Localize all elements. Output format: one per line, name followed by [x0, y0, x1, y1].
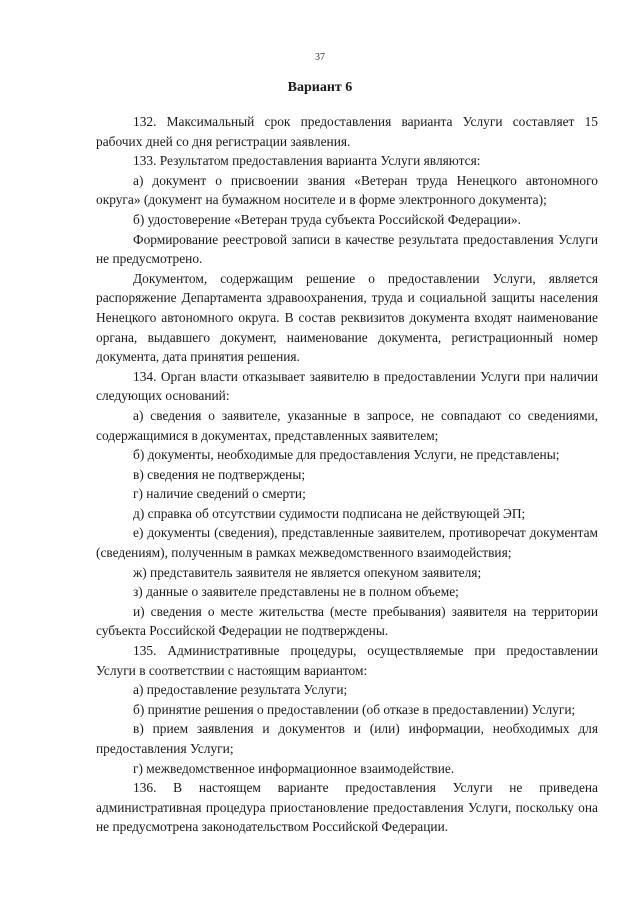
section-heading: Вариант 6	[287, 80, 353, 95]
paragraph-133: 133. Результатом предоставления варианта Услуги являются:	[133, 153, 481, 169]
page-number: 37	[315, 52, 325, 63]
list-item-134-z: з) данные о заявителе представлены не в полном объеме;	[133, 584, 459, 600]
list-item-134-b: б) документы, необходимые для предоставления Услуги, не представлены;	[133, 447, 560, 463]
list-item-134-d: д) справка об отсутствии судимости подписана не действующей ЭП;	[133, 505, 526, 521]
paragraph-registry-record: Формирование реестровой записи в качестве результата предоставления Услуги не предусмотрено.	[96, 231, 598, 267]
list-item-134-a: а) сведения о заявителе, указанные в запросе, не совпадают со сведениями, содержащимися в документах, представленных заявителем;	[96, 407, 598, 443]
list-item-134-i: и) сведения о месте жительства (месте пребывания) заявителя на территории субъекта Российской Федерации не подтверждены.	[96, 603, 598, 639]
paragraph-132: 132. Максимальный срок предоставления варианта Услуги составляет 15 рабочих дней со дня регистрации заявления.	[96, 114, 598, 149]
paragraph-134: 134. Орган власти отказывает заявителю в предоставлении Услуги при наличии следующих оснований:	[96, 368, 598, 404]
list-item-134-g: г) наличие сведений о смерти;	[133, 486, 306, 502]
document-body	[96, 112, 598, 837]
list-item-134-v: в) сведения не подтверждены;	[133, 466, 306, 482]
list-item-133-b: б) удостоверение «Ветеран труда субъекта Российской Федерации».	[133, 211, 521, 227]
list-item-135-b: б) принятие решения о предоставлении (об отказе в предоставлении) Услуги;	[133, 701, 576, 717]
list-item-135-g: г) межведомственное информационное взаимодействие.	[133, 760, 455, 776]
list-item-133-a: а) документ о присвоении звания «Ветеран труда Ненецкого автономного округа» (документ на бумажном носителе и в форме электронного документа);	[96, 172, 598, 208]
list-item-134-zh: ж) представитель заявителя не является опекуном заявителя;	[133, 564, 482, 580]
paragraph-decision-document: Документом, содержащим решение о предоставлении Услуги, является распоряжение Департамента здравоохранения, труда и социальной защиты населения Ненецкого автономного округа. В состав реквизитов документа входят наименование органа, выдавшего документ, наименование документа, регистрационный номер документа, дата принятия решения.	[96, 270, 598, 365]
paragraph-135: 135. Административные процедуры, осуществляемые при предоставлении Услуги в соответствии с настоящим вариантом:	[96, 643, 598, 678]
list-item-134-e: е) документы (сведения), представленные заявителем, противоречат документам (сведениям), полученным в рамках межведомственного взаимодействия;	[96, 525, 598, 561]
list-item-135-v: в) прием заявления и документов и (или) информации, необходимых для предоставления Услуги;	[96, 721, 598, 756]
paragraph-136: 136. В настоящем варианте предоставления Услуги не приведена административная процедура приостановление предоставления Услуги, поскольку она не предусмотрена законодательством Российской Федерации.	[96, 780, 598, 835]
list-item-135-a: а) предоставление результата Услуги;	[133, 682, 348, 698]
